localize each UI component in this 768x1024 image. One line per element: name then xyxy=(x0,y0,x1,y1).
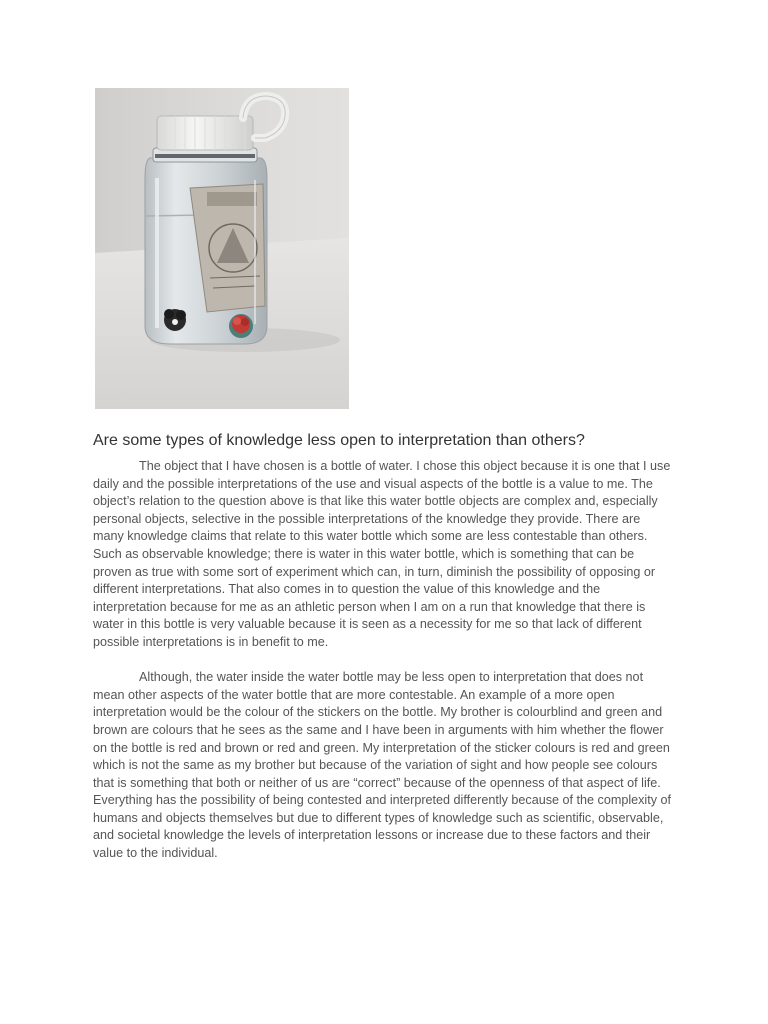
page-title: Are some types of knowledge less open to interpretation than others? xyxy=(93,432,585,449)
body-text xyxy=(93,458,673,880)
water-bottle-photo xyxy=(95,88,349,409)
paragraph-2: Although, the water inside the water bottle may be less open to interpretation that does not mean other aspects of the water bottle that are more contestable. An example of a more open interpretation would be the colour of the stickers on the bottle. My brother is colourblind and green and brown are colours that he sees as the same and I have been in arguments with him whether the flower on the bottle is red and brown or red and green. My interpretation of the sticker colours is red and green which is not the same as my brother but because of the variation of sight and how people see colours that is something that both or neither of us are “correct” because of the openness of that aspect of life. Everything has the possibility of being contested and interpreted differently because of the complexity of humans and objects themselves but due to different types of knowledge such as scientific, observable, and societal knowledge the levels of interpretation lessons or increase due to these factors and their value to the individual. xyxy=(93,670,672,861)
paragraph-1: The object that I have chosen is a bottle of water. I chose this object because it is one that I use daily and the possible interpretations of the use and visual aspects of the bottle is a value to me. The object’s relation to the question above is that like this water bottle objects are complex and, especially personal objects, selective in the possible interpretations of the knowledge they provide. There are many knowledge claims that relate to this water bottle which some are less contestable than others. Such as observable knowledge; there is water in this water bottle, which is something that can be proven as true with some sort of experiment which can, in turn, diminish the possibility of opposing or different interpretations. That also comes in to question the value of this knowledge and the interpretation because for me as an athletic person when I am on a run that knowledge that there is water in this bottle is very valuable because it is seen as a necessity for me so that lack of different possible interpretations is in benefit to me. xyxy=(93,459,671,649)
